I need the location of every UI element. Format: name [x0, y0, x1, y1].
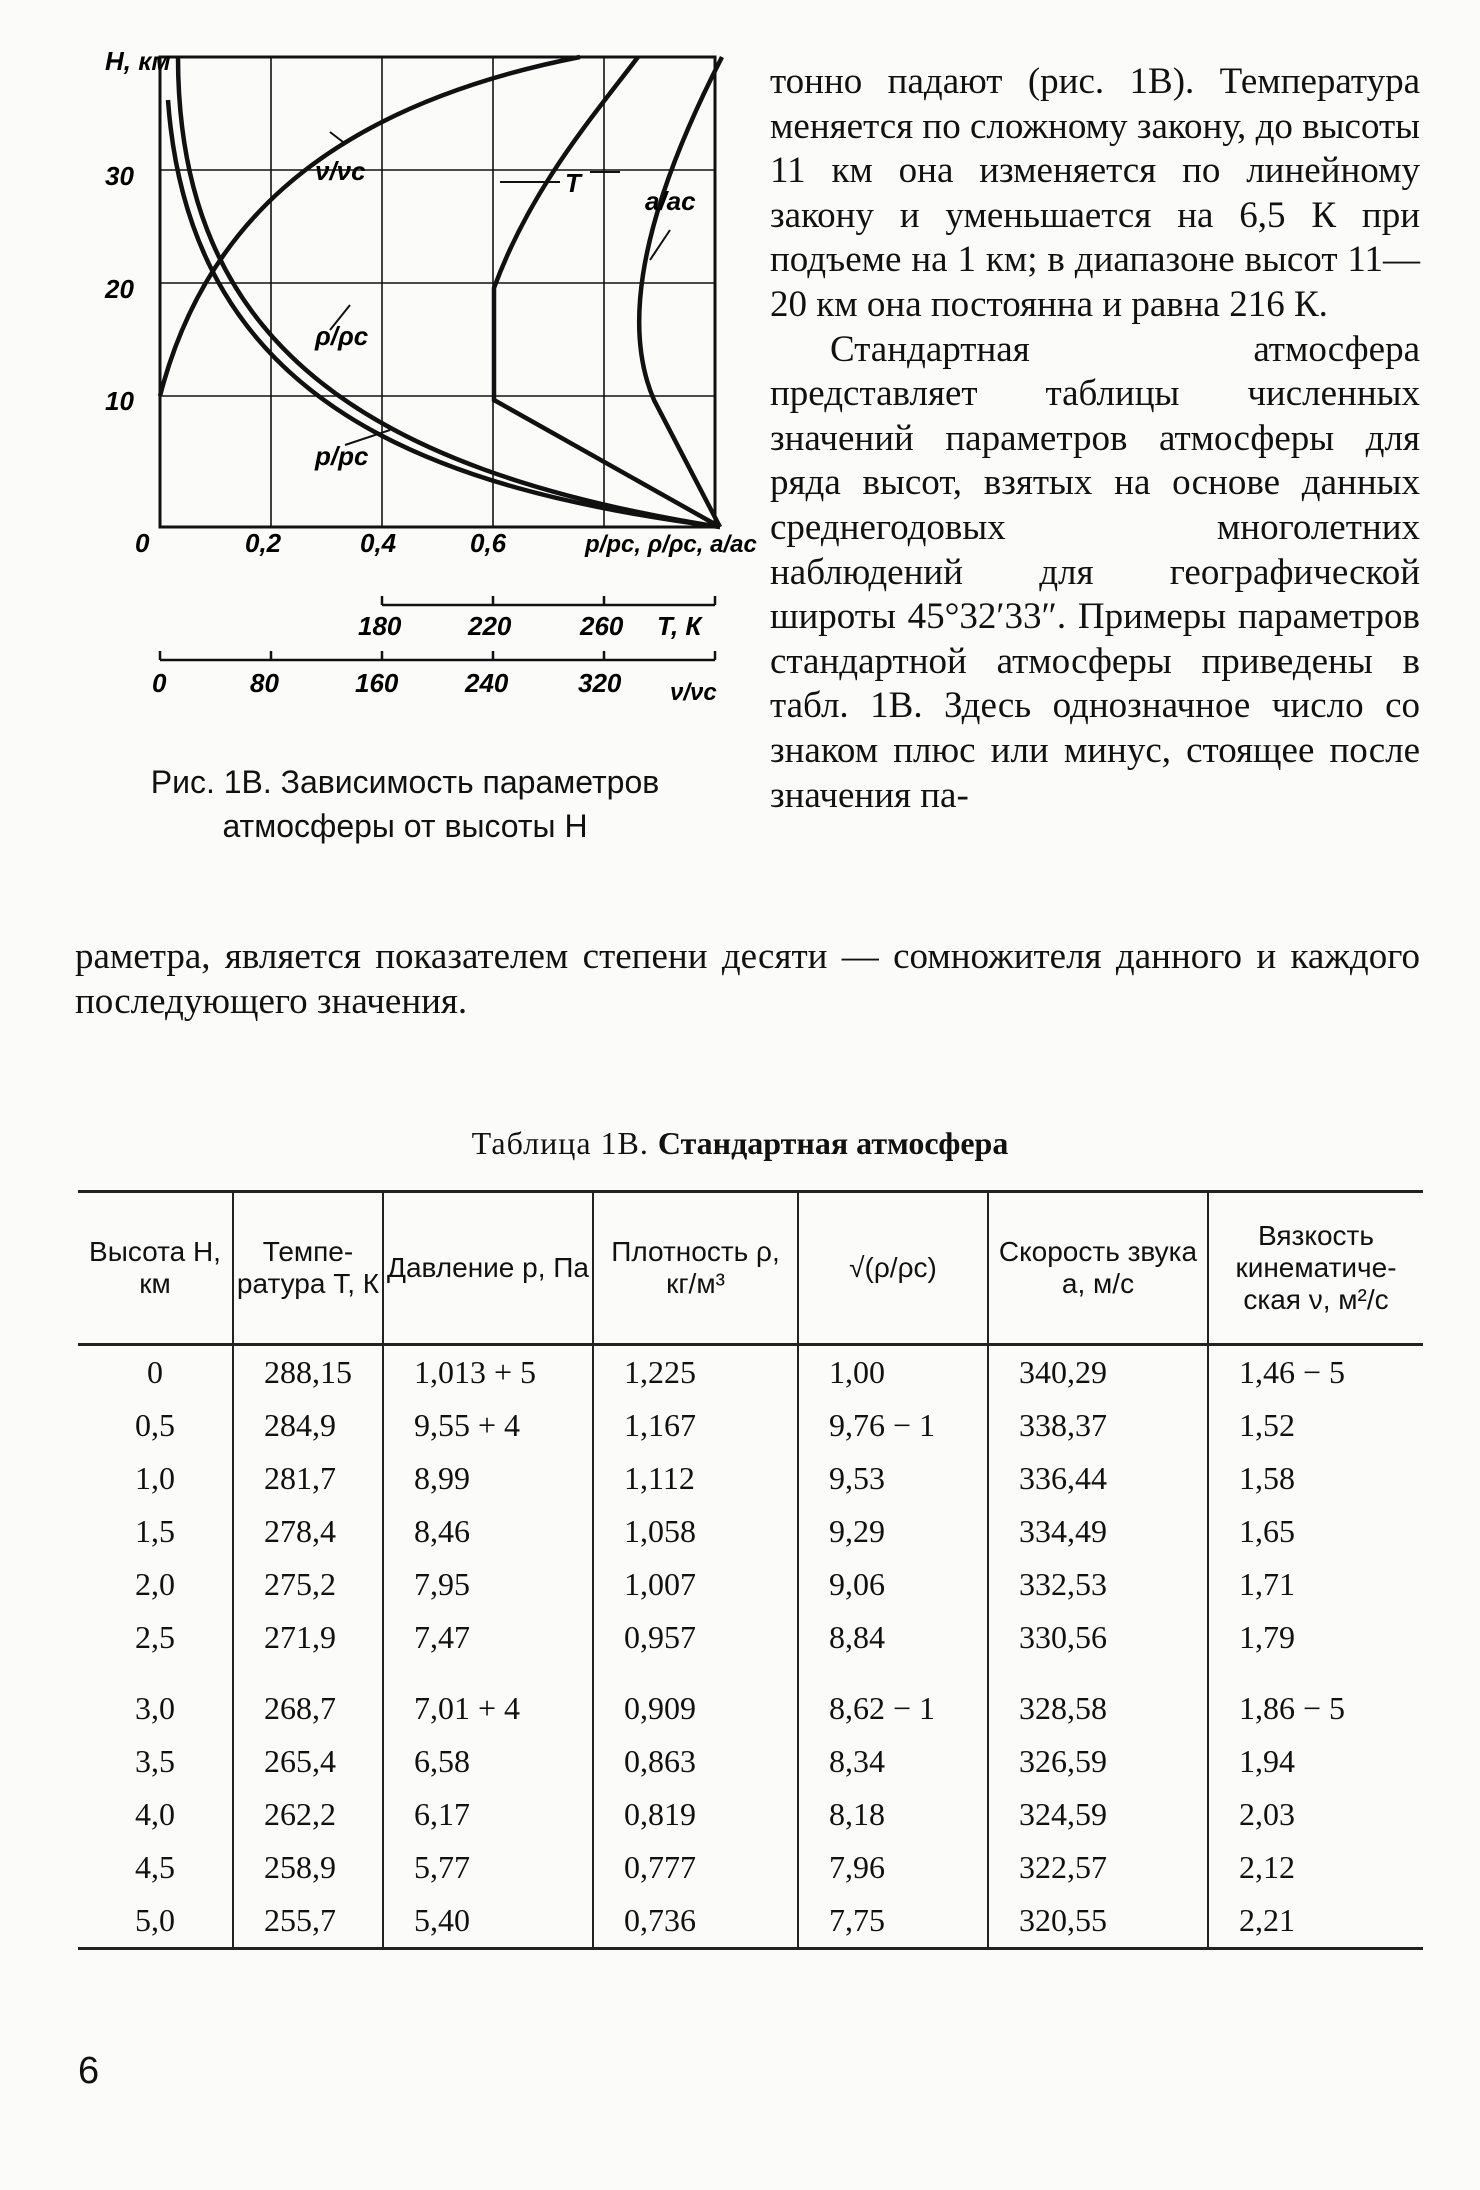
y-tick-30: 30 [105, 161, 134, 191]
header-sound-speed: Скорость звука a, м/с [988, 1192, 1208, 1345]
table-cell: 7,47 [383, 1611, 593, 1664]
paragraph-continuation: раметра, является показателем степени десяти — сомножителя данного и каждого последующего значения. [75, 936, 1420, 1022]
table-cell: 1,94 [1208, 1735, 1423, 1788]
t-tick-220: 220 [468, 611, 512, 641]
nu-tick-160: 160 [355, 668, 399, 698]
nu-tick-80: 80 [250, 668, 279, 698]
table-cell: 2,12 [1208, 1841, 1423, 1894]
table-cell: 1,5 [135, 1513, 175, 1549]
paragraph-standard-atmosphere: Стандартная атмосфера представляет таблицы численных значений параметров атмосферы для ряда высот, взятых на основе данных среднегодовых многолетних наблюдений для географической широты 45°32′33″. Примеры параметров стандартной атмосферы приведены в табл. 1В. Здесь однозначное число со знаком плюс или минус, стоящее после значения па- [770, 328, 1420, 816]
table-cell: 275,2 [233, 1558, 383, 1611]
table-cell: 1,058 [593, 1505, 798, 1558]
header-pressure: Давление p, Па [383, 1192, 593, 1345]
table-title [0, 1125, 1480, 1162]
table-cell: 8,18 [798, 1788, 988, 1841]
x-tick-0-2: 0,2 [245, 528, 282, 558]
label-rho: ρ/ρc [315, 321, 369, 351]
table-cell: 0,863 [593, 1735, 798, 1788]
table-cell: 6,17 [383, 1788, 593, 1841]
table-row [78, 1452, 1423, 1505]
table-cell: 268,7 [233, 1664, 383, 1735]
x-tick-0: 0 [135, 528, 150, 558]
header-height: Высота H, км [89, 1236, 221, 1299]
table-cell: 255,7 [233, 1894, 383, 1949]
table-cell: 281,7 [233, 1452, 383, 1505]
table-cell: 332,53 [988, 1558, 1208, 1611]
table-cell: 7,95 [383, 1558, 593, 1611]
table-cell: 1,225 [593, 1345, 798, 1400]
table-cell: 0,819 [593, 1788, 798, 1841]
caption-line-2: атмосферы от высоты H [222, 808, 588, 844]
table-row [78, 1841, 1423, 1894]
table-cell: 4,5 [135, 1849, 175, 1885]
table-cell: 7,01 + 4 [383, 1664, 593, 1735]
table-row [78, 1345, 1423, 1400]
table-row [78, 1558, 1423, 1611]
figure-caption [60, 760, 750, 848]
table-cell: 278,4 [233, 1505, 383, 1558]
table-cell: 1,58 [1208, 1452, 1423, 1505]
table-row [78, 1505, 1423, 1558]
table-row [78, 1399, 1423, 1452]
table-cell: 1,65 [1208, 1505, 1423, 1558]
x-tick-0-6: 0,6 [470, 528, 507, 558]
table-cell: 1,013 + 5 [383, 1345, 593, 1400]
table-cell: 262,2 [233, 1788, 383, 1841]
table-cell: 9,53 [798, 1452, 988, 1505]
table-cell: 8,62 − 1 [798, 1664, 988, 1735]
table-cell: 1,71 [1208, 1558, 1423, 1611]
table-cell: 5,77 [383, 1841, 593, 1894]
table-cell: 2,5 [135, 1619, 175, 1655]
curve-a [639, 57, 722, 527]
table-cell: 265,4 [233, 1735, 383, 1788]
figure-chart [60, 40, 760, 760]
caption-line-1: Рис. 1В. Зависимость параметров [150, 764, 660, 800]
table-cell: 322,57 [988, 1841, 1208, 1894]
table-cell: 9,29 [798, 1505, 988, 1558]
table-cell: 0,957 [593, 1611, 798, 1664]
table-row [78, 1788, 1423, 1841]
table-cell: 320,55 [988, 1894, 1208, 1949]
table-cell: 2,21 [1208, 1894, 1423, 1949]
table-cell: 284,9 [233, 1399, 383, 1452]
table-cell: 0 [147, 1354, 163, 1390]
table-cell: 1,00 [798, 1345, 988, 1400]
nu-axis-label: ν/νc [670, 679, 717, 706]
ratio-axis-label: p/pc, ρ/ρc, a/ac [585, 531, 757, 558]
table-cell: 2,0 [135, 1566, 175, 1602]
table-cell: 4,0 [135, 1796, 175, 1832]
label-t: T [565, 168, 581, 198]
table-cell: 7,75 [798, 1894, 988, 1949]
table-cell: 8,84 [798, 1611, 988, 1664]
axis-h-label: H, км [105, 46, 171, 76]
table-cell: 271,9 [233, 1611, 383, 1664]
table-cell: 336,44 [988, 1452, 1208, 1505]
table-row [78, 1894, 1423, 1949]
table-row [78, 1611, 1423, 1664]
y-tick-10: 10 [105, 386, 134, 416]
t-tick-180: 180 [358, 611, 402, 641]
page-number: 6 [78, 2050, 100, 2092]
table-cell: 3,0 [135, 1690, 175, 1726]
table-cell: 1,46 − 5 [1208, 1345, 1423, 1400]
table-cell: 0,736 [593, 1894, 798, 1949]
table-cell: 0,777 [593, 1841, 798, 1894]
table-cell: 338,37 [988, 1399, 1208, 1452]
label-p: p/pc [315, 441, 369, 471]
table-cell: 326,59 [988, 1735, 1208, 1788]
table-cell: 1,79 [1208, 1611, 1423, 1664]
nu-tick-320: 320 [578, 668, 622, 698]
curve-nu [160, 57, 580, 396]
table-title-bold: Стандартная атмосфера [657, 1125, 1009, 1161]
table-cell: 1,0 [135, 1460, 175, 1496]
table-cell: 8,34 [798, 1735, 988, 1788]
table-cell: 9,06 [798, 1558, 988, 1611]
table-cell: 8,99 [383, 1452, 593, 1505]
table-cell: 9,55 + 4 [383, 1399, 593, 1452]
table-cell: 2,03 [1208, 1788, 1423, 1841]
table-header-row [78, 1192, 1423, 1345]
table-cell: 0,5 [135, 1407, 175, 1443]
table-cell: 328,58 [988, 1664, 1208, 1735]
header-viscosity: Вязкость кинематиче-ская ν, м²/с [1208, 1192, 1423, 1345]
plot-grid [160, 57, 715, 527]
table-cell: 258,9 [233, 1841, 383, 1894]
standard-atmosphere-table [78, 1190, 1423, 1950]
label-nu: ν/νc [315, 156, 366, 186]
table-cell: 340,29 [988, 1345, 1208, 1400]
header-temperature: Темпе-ратура T, К [233, 1192, 383, 1345]
table-cell: 6,58 [383, 1735, 593, 1788]
table-cell: 1,86 − 5 [1208, 1664, 1423, 1735]
header-density-ratio-root: √(ρ/ρc) [798, 1192, 988, 1345]
table-cell: 5,40 [383, 1894, 593, 1949]
t-axis-label: T, К [657, 611, 702, 641]
table-cell: 1,52 [1208, 1399, 1423, 1452]
table-cell: 8,46 [383, 1505, 593, 1558]
table-cell: 7,96 [798, 1841, 988, 1894]
table-cell: 9,76 − 1 [798, 1399, 988, 1452]
x-tick-0-4: 0,4 [360, 528, 397, 558]
table-cell: 288,15 [233, 1345, 383, 1400]
label-a: a/ac [645, 186, 696, 216]
t-tick-260: 260 [580, 611, 624, 641]
table-cell: 3,5 [135, 1743, 175, 1779]
plot-frame [160, 57, 715, 527]
table-cell: 1,007 [593, 1558, 798, 1611]
nu-tick-240: 240 [465, 668, 509, 698]
table-cell: 1,167 [593, 1399, 798, 1452]
table-cell: 0,909 [593, 1664, 798, 1735]
body-text-column [770, 60, 1420, 818]
table-cell: 330,56 [988, 1611, 1208, 1664]
table-cell: 334,49 [988, 1505, 1208, 1558]
figure-atmosphere-vs-height [60, 40, 760, 850]
table-row [78, 1735, 1423, 1788]
curve-t [494, 57, 720, 527]
table-cell: 5,0 [135, 1902, 175, 1938]
table-cell: 1,112 [593, 1452, 798, 1505]
y-tick-20: 20 [105, 274, 134, 304]
header-density: Плотность ρ, кг/м³ [593, 1192, 798, 1345]
paragraph-temperature: тонно падают (рис. 1В). Температура меняется по сложному закону, до высоты 11 км она изменяется по линейному закону и уменьшается на 6,5 К при подъеме на 1 км; в диапазоне высот 11—20 км она постоянна и равна 216 К. [770, 61, 1420, 325]
table-cell: 324,59 [988, 1788, 1208, 1841]
table-row [78, 1664, 1423, 1735]
table-title-prefix: Таблица 1В. [471, 1125, 649, 1161]
nu-tick-0: 0 [152, 668, 167, 698]
